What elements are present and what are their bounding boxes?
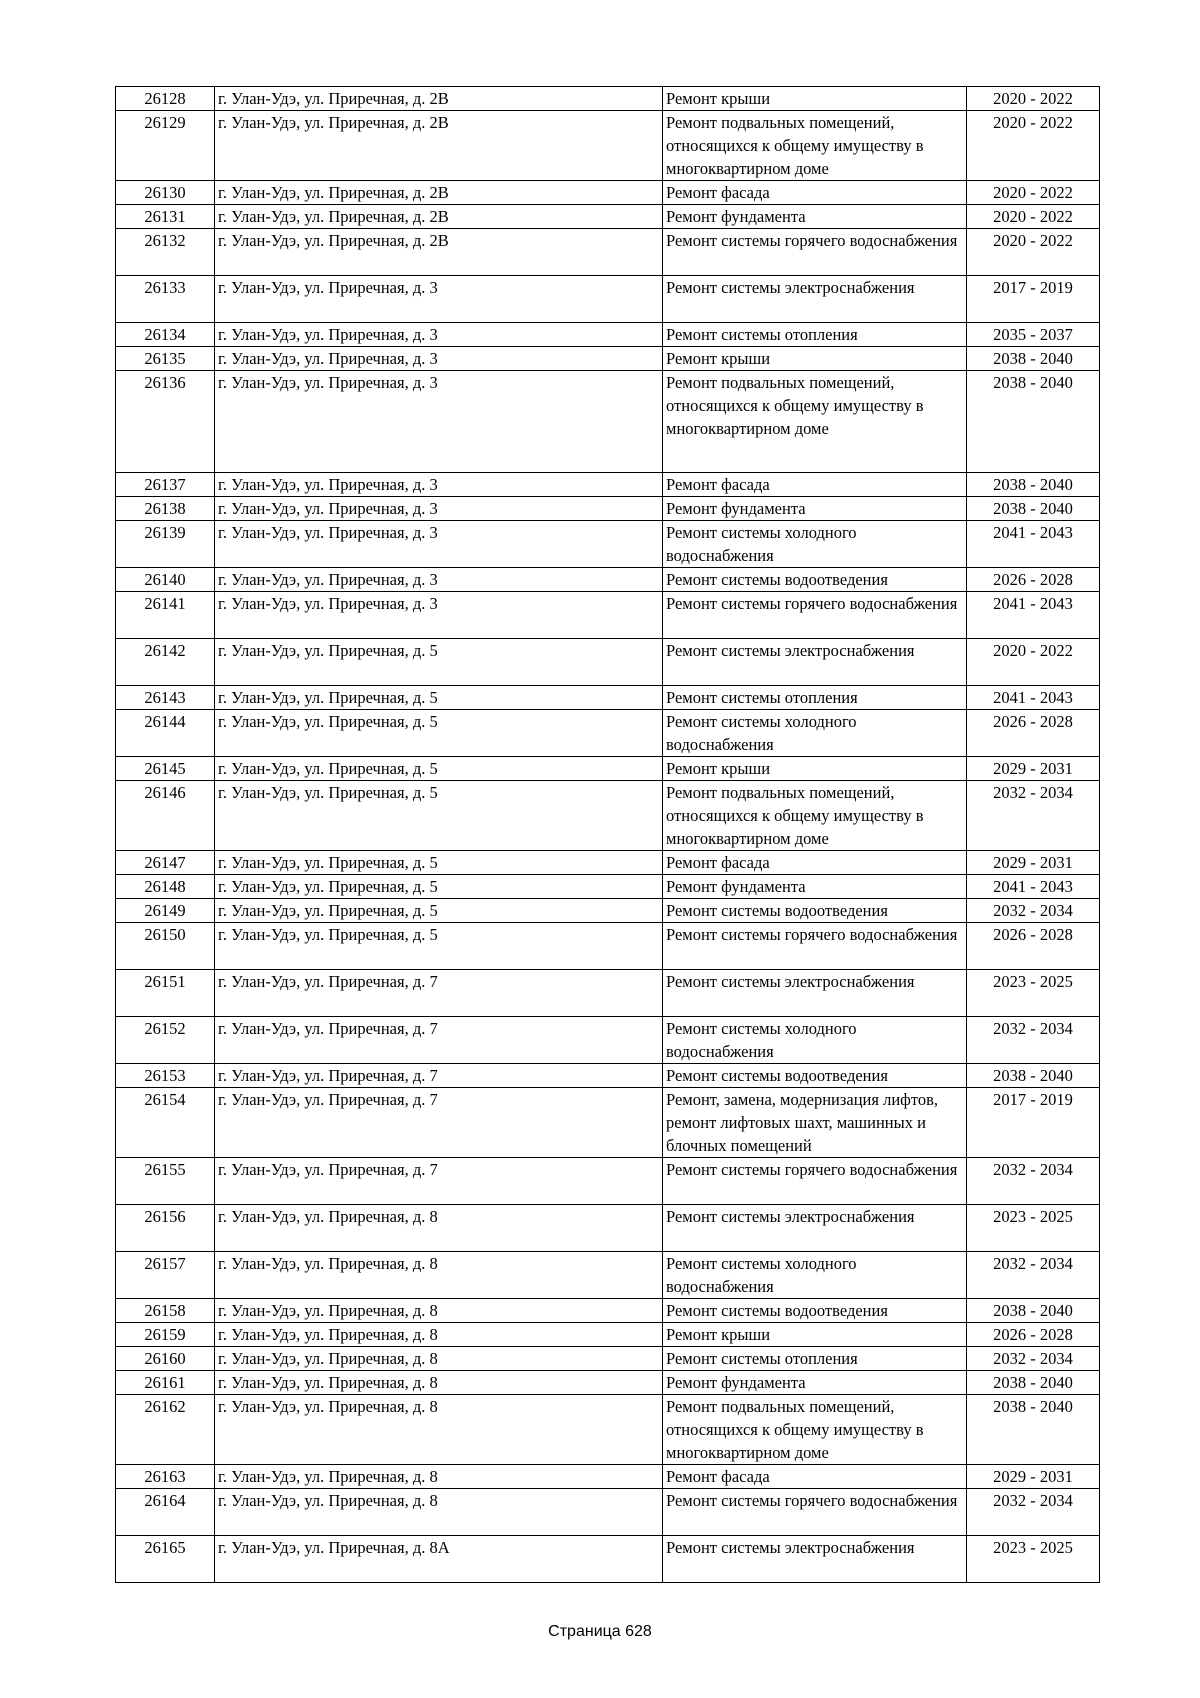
- row-address: г. Улан-Удэ, ул. Приречная, д. 3: [215, 276, 663, 323]
- row-period: 2020 - 2022: [967, 205, 1100, 229]
- row-work-type: Ремонт системы электроснабжения: [663, 970, 967, 1017]
- row-address: г. Улан-Удэ, ул. Приречная, д. 3: [215, 568, 663, 592]
- row-address: г. Улан-Удэ, ул. Приречная, д. 3: [215, 592, 663, 639]
- row-address: г. Улан-Удэ, ул. Приречная, д. 8: [215, 1395, 663, 1465]
- row-address: г. Улан-Удэ, ул. Приречная, д. 8: [215, 1371, 663, 1395]
- row-number: 26146: [116, 781, 215, 851]
- row-work-type: Ремонт системы горячего водоснабжения: [663, 923, 967, 970]
- table-row: [116, 1395, 1100, 1465]
- row-address: г. Улан-Удэ, ул. Приречная, д. 7: [215, 1088, 663, 1158]
- table-row: [116, 568, 1100, 592]
- table-row: [116, 1465, 1100, 1489]
- row-number: 26133: [116, 276, 215, 323]
- row-period: 2023 - 2025: [967, 1205, 1100, 1252]
- row-period: 2038 - 2040: [967, 473, 1100, 497]
- row-number: 26158: [116, 1299, 215, 1323]
- row-work-type: Ремонт фундамента: [663, 205, 967, 229]
- row-number: 26156: [116, 1205, 215, 1252]
- row-address: г. Улан-Удэ, ул. Приречная, д. 7: [215, 1017, 663, 1064]
- row-period: 2029 - 2031: [967, 851, 1100, 875]
- row-address: г. Улан-Удэ, ул. Приречная, д. 7: [215, 1064, 663, 1088]
- row-address: г. Улан-Удэ, ул. Приречная, д. 5: [215, 639, 663, 686]
- row-period: 2038 - 2040: [967, 497, 1100, 521]
- row-work-type: Ремонт системы электроснабжения: [663, 1536, 967, 1583]
- row-period: 2017 - 2019: [967, 276, 1100, 323]
- table-row: [116, 276, 1100, 323]
- row-period: 2041 - 2043: [967, 592, 1100, 639]
- table-row: [116, 686, 1100, 710]
- row-period: 2020 - 2022: [967, 181, 1100, 205]
- table-row: [116, 639, 1100, 686]
- table-row: [116, 1088, 1100, 1158]
- row-address: г. Улан-Удэ, ул. Приречная, д. 8: [215, 1252, 663, 1299]
- row-number: 26144: [116, 710, 215, 757]
- row-number: 26139: [116, 521, 215, 568]
- row-work-type: Ремонт крыши: [663, 347, 967, 371]
- table-row: [116, 781, 1100, 851]
- table-row: [116, 1347, 1100, 1371]
- row-period: 2020 - 2022: [967, 87, 1100, 111]
- row-period: 2026 - 2028: [967, 1323, 1100, 1347]
- table-row: [116, 347, 1100, 371]
- row-address: г. Улан-Удэ, ул. Приречная, д. 8А: [215, 1536, 663, 1583]
- row-work-type: Ремонт системы холодного водоснабжения: [663, 1017, 967, 1064]
- row-number: 26150: [116, 923, 215, 970]
- row-work-type: Ремонт системы электроснабжения: [663, 639, 967, 686]
- row-address: г. Улан-Удэ, ул. Приречная, д. 8: [215, 1323, 663, 1347]
- row-period: 2020 - 2022: [967, 229, 1100, 276]
- table-row: [116, 181, 1100, 205]
- row-address: г. Улан-Удэ, ул. Приречная, д. 5: [215, 710, 663, 757]
- row-address: г. Улан-Удэ, ул. Приречная, д. 8: [215, 1489, 663, 1536]
- row-period: 2041 - 2043: [967, 875, 1100, 899]
- row-period: 2026 - 2028: [967, 923, 1100, 970]
- row-number: 26140: [116, 568, 215, 592]
- row-period: 2041 - 2043: [967, 521, 1100, 568]
- table-row: [116, 1017, 1100, 1064]
- table-row: [116, 87, 1100, 111]
- row-number: 26143: [116, 686, 215, 710]
- row-work-type: Ремонт системы холодного водоснабжения: [663, 521, 967, 568]
- row-work-type: Ремонт системы горячего водоснабжения: [663, 1158, 967, 1205]
- row-period: 2032 - 2034: [967, 1489, 1100, 1536]
- row-number: 26134: [116, 323, 215, 347]
- row-number: 26149: [116, 899, 215, 923]
- table-row: [116, 592, 1100, 639]
- row-period: 2023 - 2025: [967, 970, 1100, 1017]
- row-period: 2020 - 2022: [967, 111, 1100, 181]
- row-work-type: Ремонт подвальных помещений, относящихся к общему имуществу в многоквартирном доме: [663, 781, 967, 851]
- row-number: 26145: [116, 757, 215, 781]
- table-row: [116, 1536, 1100, 1583]
- table-row: [116, 710, 1100, 757]
- row-period: 2026 - 2028: [967, 710, 1100, 757]
- row-work-type: Ремонт системы водоотведения: [663, 899, 967, 923]
- row-number: 26157: [116, 1252, 215, 1299]
- row-address: г. Улан-Удэ, ул. Приречная, д. 5: [215, 851, 663, 875]
- row-address: г. Улан-Удэ, ул. Приречная, д. 5: [215, 875, 663, 899]
- row-period: 2017 - 2019: [967, 1088, 1100, 1158]
- row-number: 26129: [116, 111, 215, 181]
- row-period: 2032 - 2034: [967, 1017, 1100, 1064]
- row-address: г. Улан-Удэ, ул. Приречная, д. 3: [215, 347, 663, 371]
- table-row: [116, 1252, 1100, 1299]
- row-number: 26162: [116, 1395, 215, 1465]
- row-period: 2038 - 2040: [967, 371, 1100, 473]
- row-work-type: Ремонт системы горячего водоснабжения: [663, 592, 967, 639]
- row-address: г. Улан-Удэ, ул. Приречная, д. 3: [215, 371, 663, 473]
- row-work-type: Ремонт фундамента: [663, 1371, 967, 1395]
- row-address: г. Улан-Удэ, ул. Приречная, д. 2В: [215, 111, 663, 181]
- row-address: г. Улан-Удэ, ул. Приречная, д. 3: [215, 521, 663, 568]
- table-row: [116, 1158, 1100, 1205]
- table-row: [116, 923, 1100, 970]
- row-period: 2032 - 2034: [967, 899, 1100, 923]
- row-number: 26136: [116, 371, 215, 473]
- table-row: [116, 757, 1100, 781]
- row-work-type: Ремонт крыши: [663, 757, 967, 781]
- row-work-type: Ремонт фасада: [663, 851, 967, 875]
- row-period: 2038 - 2040: [967, 1299, 1100, 1323]
- table-row: [116, 1064, 1100, 1088]
- row-number: 26165: [116, 1536, 215, 1583]
- row-work-type: Ремонт фасада: [663, 1465, 967, 1489]
- table-row: [116, 899, 1100, 923]
- row-period: 2038 - 2040: [967, 1371, 1100, 1395]
- row-number: 26147: [116, 851, 215, 875]
- table-row: [116, 1489, 1100, 1536]
- row-number: 26152: [116, 1017, 215, 1064]
- table-row: [116, 323, 1100, 347]
- row-work-type: Ремонт фундамента: [663, 497, 967, 521]
- table-row: [116, 521, 1100, 568]
- row-work-type: Ремонт фасада: [663, 181, 967, 205]
- row-period: 2020 - 2022: [967, 639, 1100, 686]
- row-number: 26155: [116, 1158, 215, 1205]
- row-work-type: Ремонт подвальных помещений, относящихся к общему имуществу в многоквартирном доме: [663, 1395, 967, 1465]
- row-address: г. Улан-Удэ, ул. Приречная, д. 2В: [215, 229, 663, 276]
- row-address: г. Улан-Удэ, ул. Приречная, д. 2В: [215, 181, 663, 205]
- row-number: 26128: [116, 87, 215, 111]
- row-period: 2035 - 2037: [967, 323, 1100, 347]
- table-row: [116, 1323, 1100, 1347]
- row-address: г. Улан-Удэ, ул. Приречная, д. 3: [215, 323, 663, 347]
- table-row: [116, 875, 1100, 899]
- table-row: [116, 229, 1100, 276]
- row-period: 2032 - 2034: [967, 1252, 1100, 1299]
- row-number: 26160: [116, 1347, 215, 1371]
- row-number: 26154: [116, 1088, 215, 1158]
- page-number: Страница 628: [548, 1623, 652, 1640]
- repair-schedule-table: [115, 86, 1100, 1583]
- row-period: 2038 - 2040: [967, 347, 1100, 371]
- row-work-type: Ремонт крыши: [663, 1323, 967, 1347]
- row-address: г. Улан-Удэ, ул. Приречная, д. 5: [215, 781, 663, 851]
- row-work-type: Ремонт крыши: [663, 87, 967, 111]
- row-work-type: Ремонт системы электроснабжения: [663, 1205, 967, 1252]
- row-number: 26138: [116, 497, 215, 521]
- row-address: г. Улан-Удэ, ул. Приречная, д. 5: [215, 899, 663, 923]
- row-number: 26148: [116, 875, 215, 899]
- row-number: 26159: [116, 1323, 215, 1347]
- row-period: 2029 - 2031: [967, 1465, 1100, 1489]
- table-row: [116, 205, 1100, 229]
- row-address: г. Улан-Удэ, ул. Приречная, д. 5: [215, 923, 663, 970]
- table-row: [116, 111, 1100, 181]
- row-address: г. Улан-Удэ, ул. Приречная, д. 8: [215, 1347, 663, 1371]
- row-work-type: Ремонт подвальных помещений, относящихся к общему имуществу в многоквартирном доме: [663, 371, 967, 473]
- row-work-type: Ремонт системы отопления: [663, 323, 967, 347]
- row-period: 2038 - 2040: [967, 1064, 1100, 1088]
- row-period: 2032 - 2034: [967, 781, 1100, 851]
- table-row: [116, 1371, 1100, 1395]
- row-number: 26142: [116, 639, 215, 686]
- row-number: 26130: [116, 181, 215, 205]
- row-number: 26164: [116, 1489, 215, 1536]
- row-work-type: Ремонт фундамента: [663, 875, 967, 899]
- row-period: 2041 - 2043: [967, 686, 1100, 710]
- table-row: [116, 970, 1100, 1017]
- row-number: 26153: [116, 1064, 215, 1088]
- row-period: 2032 - 2034: [967, 1158, 1100, 1205]
- row-work-type: Ремонт системы водоотведения: [663, 1299, 967, 1323]
- table-row: [116, 497, 1100, 521]
- row-number: 26132: [116, 229, 215, 276]
- row-number: 26131: [116, 205, 215, 229]
- row-number: 26137: [116, 473, 215, 497]
- row-work-type: Ремонт системы отопления: [663, 1347, 967, 1371]
- row-address: г. Улан-Удэ, ул. Приречная, д. 5: [215, 686, 663, 710]
- row-work-type: Ремонт системы электроснабжения: [663, 276, 967, 323]
- table-row: [116, 1299, 1100, 1323]
- row-work-type: Ремонт системы холодного водоснабжения: [663, 1252, 967, 1299]
- row-address: г. Улан-Удэ, ул. Приречная, д. 2В: [215, 205, 663, 229]
- row-period: 2023 - 2025: [967, 1536, 1100, 1583]
- row-work-type: Ремонт системы отопления: [663, 686, 967, 710]
- row-work-type: Ремонт системы водоотведения: [663, 1064, 967, 1088]
- row-period: 2029 - 2031: [967, 757, 1100, 781]
- row-work-type: Ремонт фасада: [663, 473, 967, 497]
- table-row: [116, 1205, 1100, 1252]
- row-number: 26135: [116, 347, 215, 371]
- row-work-type: Ремонт системы водоотведения: [663, 568, 967, 592]
- table-row: [116, 473, 1100, 497]
- row-address: г. Улан-Удэ, ул. Приречная, д. 5: [215, 757, 663, 781]
- row-period: 2038 - 2040: [967, 1395, 1100, 1465]
- row-period: 2026 - 2028: [967, 568, 1100, 592]
- row-work-type: Ремонт системы холодного водоснабжения: [663, 710, 967, 757]
- row-address: г. Улан-Удэ, ул. Приречная, д. 2В: [215, 87, 663, 111]
- row-address: г. Улан-Удэ, ул. Приречная, д. 7: [215, 970, 663, 1017]
- table-body: [116, 87, 1100, 1583]
- table-row: [116, 851, 1100, 875]
- row-work-type: Ремонт системы горячего водоснабжения: [663, 229, 967, 276]
- row-number: 26151: [116, 970, 215, 1017]
- row-number: 26161: [116, 1371, 215, 1395]
- row-number: 26163: [116, 1465, 215, 1489]
- row-address: г. Улан-Удэ, ул. Приречная, д. 7: [215, 1158, 663, 1205]
- row-work-type: Ремонт подвальных помещений, относящихся к общему имуществу в многоквартирном доме: [663, 111, 967, 181]
- table-row: [116, 371, 1100, 473]
- row-address: г. Улан-Удэ, ул. Приречная, д. 3: [215, 497, 663, 521]
- row-address: г. Улан-Удэ, ул. Приречная, д. 8: [215, 1205, 663, 1252]
- row-address: г. Улан-Удэ, ул. Приречная, д. 8: [215, 1465, 663, 1489]
- row-work-type: Ремонт системы горячего водоснабжения: [663, 1489, 967, 1536]
- row-period: 2032 - 2034: [967, 1347, 1100, 1371]
- row-work-type: Ремонт, замена, модернизация лифтов, ремонт лифтовых шахт, машинных и блочных помещений: [663, 1088, 967, 1158]
- row-number: 26141: [116, 592, 215, 639]
- row-address: г. Улан-Удэ, ул. Приречная, д. 8: [215, 1299, 663, 1323]
- row-address: г. Улан-Удэ, ул. Приречная, д. 3: [215, 473, 663, 497]
